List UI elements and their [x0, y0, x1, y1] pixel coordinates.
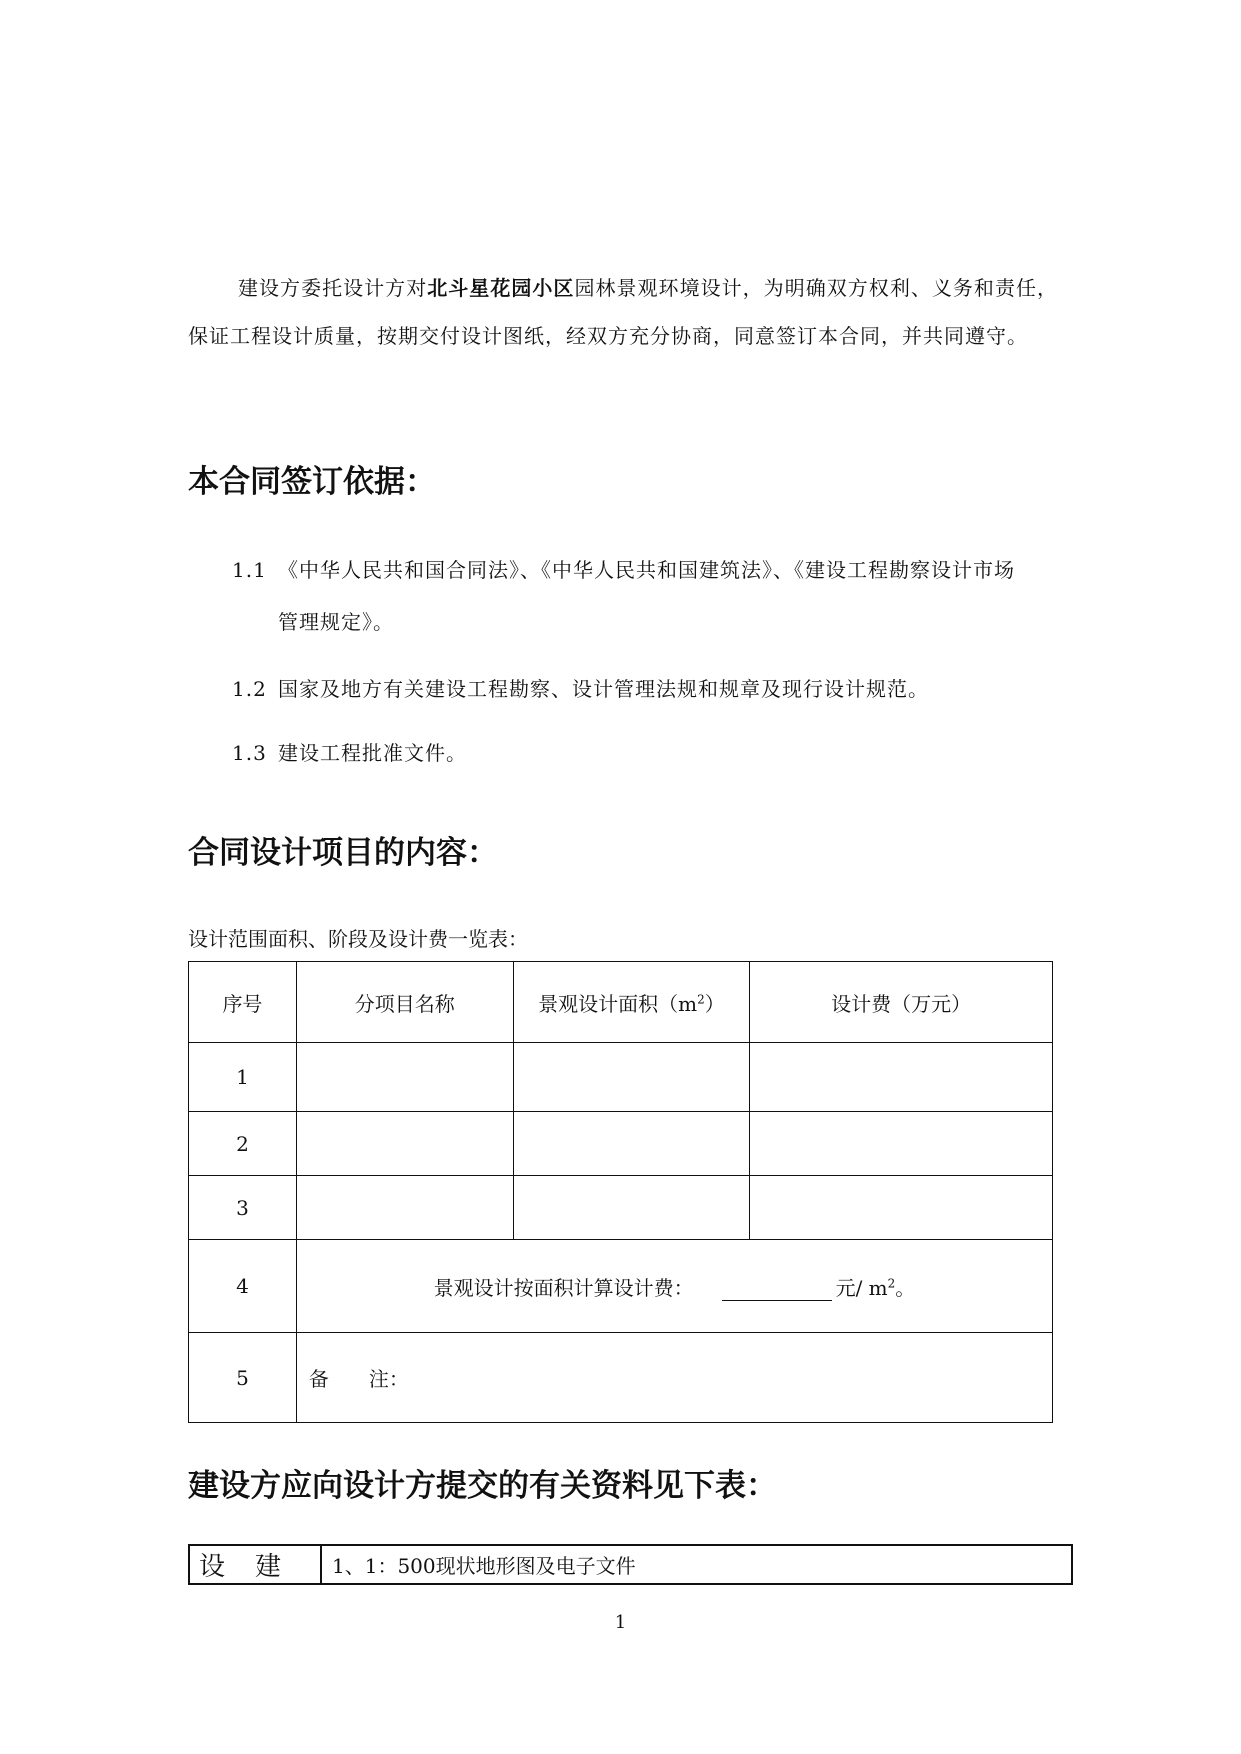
clause-1-3 — [232, 727, 1062, 779]
project-name: 北斗星花园小区 — [427, 276, 575, 300]
table-caption: 设计范围面积、阶段及设计费一览表： — [188, 927, 528, 951]
row-number-cell: 1 — [189, 1043, 297, 1112]
materials-row — [189, 1545, 1072, 1584]
empty-cell — [296, 1112, 513, 1176]
materials-heading: 建设方应向设计方提交的有关资料见下表： — [188, 1468, 777, 1504]
clause-text: 《中华人民共和国合同法》、《中华人民共和国建筑法》、《建设工程勘察设计市场 — [278, 558, 1015, 582]
header-cell: 序号 — [189, 962, 297, 1043]
table-header-row — [189, 962, 1053, 1043]
content-heading: 合同设计项目的内容： — [188, 835, 498, 871]
basis-heading: 本合同签订依据： — [188, 464, 436, 500]
table-row — [189, 1112, 1053, 1176]
empty-cell — [513, 1176, 750, 1240]
table-row — [189, 1176, 1053, 1240]
intro-paragraph — [188, 264, 1058, 360]
empty-cell — [513, 1112, 750, 1176]
clause-number: 1.1 — [232, 558, 267, 582]
header-cell: 分项目名称 — [296, 962, 513, 1043]
remarks-row — [189, 1333, 1053, 1423]
fee-table — [188, 961, 1053, 1423]
clause-text-continued: 管理规定》。 — [278, 610, 394, 634]
clause-text: 建设工程批准文件。 — [278, 741, 467, 765]
empty-cell — [296, 1043, 513, 1112]
materials-table — [188, 1544, 1073, 1585]
materials-item: 1、1：500现状地形图及电子文件 — [321, 1545, 1072, 1584]
fee-rate-cell: 景观设计按面积计算设计费： 元/ $m^2$。 — [296, 1240, 1052, 1333]
fee-rate-label: 景观设计按面积计算设计费： — [433, 1275, 694, 1300]
empty-cell — [750, 1112, 1053, 1176]
empty-cell — [513, 1043, 750, 1112]
clause-number: 1.2 — [232, 677, 267, 701]
materials-side-label: 设建 — [189, 1545, 321, 1584]
page-number: 1 — [614, 1612, 627, 1633]
row-number-cell: 2 — [189, 1112, 297, 1176]
clause-number: 1.3 — [232, 741, 267, 765]
clause-1-2 — [232, 663, 1062, 715]
empty-cell — [750, 1043, 1053, 1112]
clause-text: 国家及地方有关建设工程勘察、设计管理法规和规章及现行设计规范。 — [278, 677, 929, 701]
row-number-cell: 5 — [189, 1333, 297, 1423]
table-row — [189, 1043, 1053, 1112]
empty-cell — [296, 1176, 513, 1240]
fee-rate-blank[interactable] — [722, 1276, 832, 1301]
empty-cell — [750, 1176, 1053, 1240]
row-number-cell: 4 — [189, 1240, 297, 1333]
header-cell: 设计费（万元） — [750, 962, 1053, 1043]
remarks-cell: 备 注： — [296, 1333, 1052, 1423]
row-number-cell: 3 — [189, 1176, 297, 1240]
clause-1-1 — [232, 544, 1062, 648]
fee-rate-row — [189, 1240, 1053, 1333]
intro-post: 园林景观环境设计，为明确双方权利、义务和责任，保证工程设计质量，按期交付设计图纸，经双方充分协商，同意签订本合同，并共同遵守。 — [188, 276, 1059, 348]
header-cell: 景观设计面积$(m^2)$ — [513, 962, 750, 1043]
intro-pre: 建设方委托设计方对 — [238, 276, 428, 300]
